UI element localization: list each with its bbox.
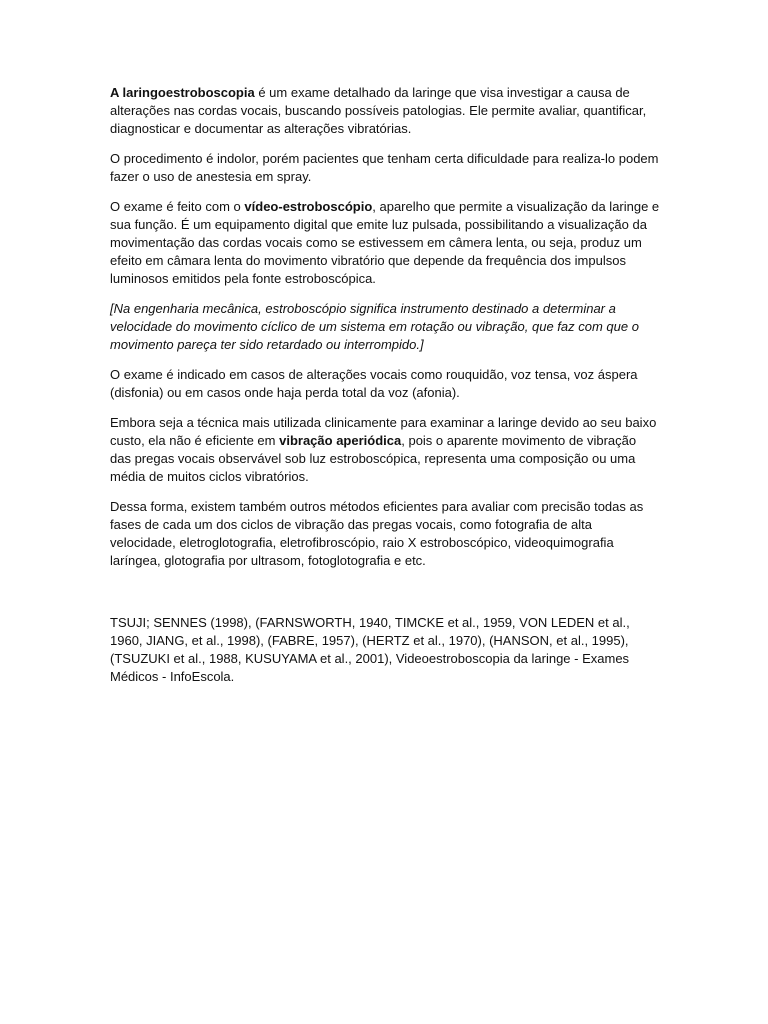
paragraph-definition	[110, 84, 660, 138]
paragraph-procedure: O procedimento é indolor, porém pacientes que tenham certa dificuldade para realiza-lo podem fazer o uso de anestesia em spray.	[110, 151, 659, 184]
paragraph-limitation-text: , pois o aparente movimento de vibração das pregas vocais observável sob luz estroboscópica, representa uma composição ou uma média de muitos ciclos vibratórios.	[110, 433, 637, 484]
paragraph-equipment-lead: O exame é feito com o	[110, 199, 245, 214]
paragraph-indication: O exame é indicado em casos de alterações vocais como rouquidão, voz tensa, voz áspera (disfonia) ou em casos onde haja perda total da voz (afonia).	[110, 367, 638, 400]
term-video-estroboscopio: vídeo-estroboscópio	[244, 199, 373, 214]
paragraph-limitation	[110, 414, 660, 486]
term-vibracao-aperiodica: vibração aperiódica	[279, 433, 402, 448]
paragraph-engineering-note: [Na engenharia mecânica, estroboscópio significa instrumento destinado a determinar a velocidade do movimento cíclico de um sistema em rotação ou vibração, que faz com que o movimento pareça ter sido retardado ou interrompido.]	[110, 301, 639, 352]
paragraph-definition-text: é um exame detalhado da laringe que visa investigar a causa de alterações nas cordas vocais, buscando possíveis patologias. Ele permite avaliar, quantificar, diagnosticar e documentar as alterações vibratórias.	[110, 85, 647, 136]
references: TSUJI; SENNES (1998), (FARNSWORTH, 1940, TIMCKE et al., 1959, VON LEDEN et al., 1960, JIANG, et al., 1998), (FABRE, 1957), (HERTZ et al., 1970), (HANSON, et al., 1995), (TSUZUKI et al., 1988, KUSUYAMA et al., 2001), Videoestroboscopia da laringe - Exames Médicos - InfoEscola.	[110, 615, 630, 684]
paragraph-other-methods: Dessa forma, existem também outros métodos eficientes para avaliar com precisão todas as fases de cada um dos ciclos de vibração das pregas vocais, como fotografia de alta velocidade, eletroglotografia, eletrofibroscópio, raio X estroboscópico, videoquimografia laríngea, glotografia por ultrasom, fotoglotografia e etc.	[110, 499, 644, 568]
paragraph-equipment-text: , aparelho que permite a visualização da laringe e sua função. É um equipamento digital que emite luz pulsada, possibilitando a visualização da movimentação das cordas vocais como se estivessem em câmera lenta, ou seja, produz um efeito em câmara lenta do movimento vibratório que depende da frequência dos impulsos luminosos emitidos pela fonte estroboscópica.	[110, 199, 660, 286]
paragraph-equipment	[110, 198, 660, 288]
paragraph-limitation-lead: Embora seja a técnica mais utilizada clinicamente para examinar a laringe devido ao seu baixo custo, ela não é eficiente em	[110, 415, 657, 448]
term-laringoestroboscopia: A laringoestroboscopia	[110, 85, 255, 100]
document-body	[110, 84, 660, 582]
